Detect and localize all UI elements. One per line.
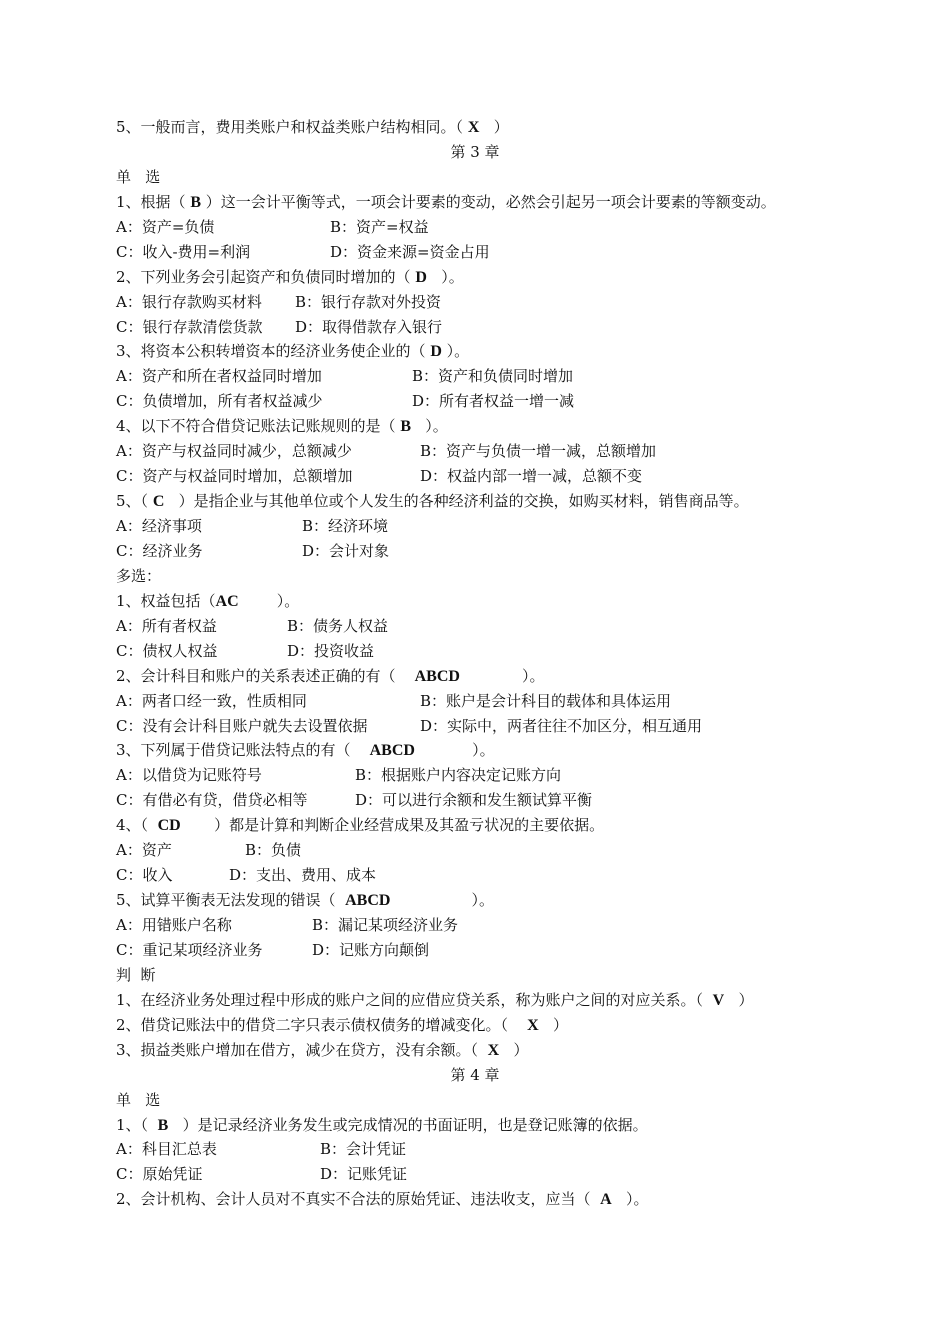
question-text: 2、借贷记账法中的借贷二字只表示债权债务的增减变化。（ xyxy=(116,1015,528,1034)
question-text: 2、下列业务会引起资产和负债同时增加的（ xyxy=(116,267,416,286)
option-left: C：没有会计科目账户就失去设置依据 xyxy=(116,716,368,735)
option-row xyxy=(0,863,950,888)
question-text: ） xyxy=(538,1015,568,1034)
question-line xyxy=(0,1013,950,1038)
option-row xyxy=(0,439,950,464)
option-right: B：资产与负债一增一减，总额增加 xyxy=(420,442,657,461)
answer-mark: X xyxy=(527,1016,539,1034)
option-left: C：原始凭证 xyxy=(116,1165,203,1184)
option-right: D：取得借款存入银行 xyxy=(295,317,443,336)
option-row xyxy=(0,290,950,315)
question-text: ）是记录经济业务发生或完成情况的书面证明，也是登记账簿的依据。 xyxy=(168,1115,648,1134)
option-left: C：资产与权益同时增加，总额增加 xyxy=(116,467,353,486)
question-line xyxy=(0,1113,950,1138)
question-line xyxy=(0,115,950,140)
option-left: C：重记某项经济业务 xyxy=(116,940,263,959)
chapter-heading: 第 4 章 xyxy=(450,1065,500,1084)
option-right: D：实际中，两者往往不加区分，相互通用 xyxy=(420,716,703,735)
section-label: 判 断 xyxy=(116,965,156,984)
question-text: ）。 xyxy=(426,267,464,286)
question-line xyxy=(0,589,950,614)
option-row xyxy=(0,614,950,639)
answer-mark: B xyxy=(400,418,411,436)
chapter-heading: 第 3 章 xyxy=(450,142,500,161)
document-page xyxy=(0,115,950,1212)
question-text: 3、下列属于借贷记账法特点的有（ xyxy=(116,741,370,760)
option-right: D：资金来源=资金占用 xyxy=(330,242,490,261)
option-right: B：负债 xyxy=(245,841,302,860)
option-row xyxy=(0,788,950,813)
answer-mark: D xyxy=(430,343,442,361)
option-right: B：账户是会计科目的载体和具体运用 xyxy=(420,691,672,710)
question-text: ） xyxy=(499,1040,529,1059)
option-left: C：收入 xyxy=(116,866,173,885)
section-label: 单 选 xyxy=(116,1090,161,1109)
question-text: ）。 xyxy=(414,741,495,760)
option-left: A：以借贷为记账符号 xyxy=(116,766,262,785)
option-right: D：支出、费用、成本 xyxy=(229,866,377,885)
option-row xyxy=(0,240,950,265)
answer-mark: AC xyxy=(215,592,239,610)
question-line xyxy=(0,738,950,763)
option-row xyxy=(0,389,950,414)
option-left: A：资产 xyxy=(116,841,172,860)
option-left: A：经济事项 xyxy=(116,517,202,535)
option-row xyxy=(0,763,950,788)
option-left: C：债权人权益 xyxy=(116,641,218,660)
question-line xyxy=(0,190,950,215)
option-row xyxy=(0,1162,950,1187)
question-text: 1、在经济业务处理过程中形成的账户之间的应借应贷关系，称为账户之间的对应关系。（ xyxy=(116,990,713,1009)
question-text: 3、将资本公积转增资本的经济业务使企业的（ xyxy=(116,342,431,361)
answer-mark: B xyxy=(157,1116,169,1134)
option-right: B：漏记某项经济业务 xyxy=(312,916,459,934)
question-line xyxy=(0,265,950,290)
option-right: B：资产和负债同时增加 xyxy=(412,367,574,386)
answer-mark: A xyxy=(600,1191,612,1209)
question-text: 4、（ xyxy=(116,816,158,835)
option-left: A：资产和所在者权益同时增加 xyxy=(116,367,322,386)
option-left: A：银行存款购买材料 xyxy=(116,292,262,311)
option-left: A：用错账户名称 xyxy=(116,916,232,934)
option-row xyxy=(0,838,950,863)
question-text: ）。 xyxy=(611,1190,649,1209)
option-row xyxy=(0,315,950,340)
question-line xyxy=(0,813,950,838)
question-text: 5、（ xyxy=(116,492,153,511)
option-left: C：经济业务 xyxy=(116,541,203,560)
option-row xyxy=(0,689,950,714)
question-text: ）。 xyxy=(238,591,300,610)
question-line xyxy=(0,664,950,689)
question-text: 5、一般而言，费用类账户和权益类账户结构相同。（ xyxy=(116,118,468,136)
answer-mark: X xyxy=(467,119,480,136)
answer-mark: D xyxy=(415,268,427,286)
answer-mark: B xyxy=(190,193,201,211)
question-line xyxy=(0,1038,950,1063)
question-text: ）。 xyxy=(459,666,545,685)
question-text: ） xyxy=(479,118,509,136)
answer-mark: ABCD xyxy=(345,892,391,910)
answer-mark: CD xyxy=(157,817,181,835)
question-text: 1、权益包括（ xyxy=(116,591,216,610)
question-text: 2、会计机构、会计人员对不真实不合法的原始凭证、违法收支，应当（ xyxy=(116,1190,601,1209)
option-right: D：投资收益 xyxy=(287,641,375,660)
option-right: B：银行存款对外投资 xyxy=(295,292,442,311)
option-right: D：所有者权益一增一减 xyxy=(412,392,575,411)
question-line xyxy=(0,489,950,514)
question-line xyxy=(0,414,950,439)
option-right: D：记账凭证 xyxy=(320,1165,408,1184)
question-text: 1、（ xyxy=(116,1115,158,1134)
question-line xyxy=(0,1187,950,1212)
option-left: A：资产=负债 xyxy=(116,217,215,236)
option-right: B：根据账户内容决定记账方向 xyxy=(355,766,562,785)
question-text: 1、根据（ xyxy=(116,192,191,211)
option-row xyxy=(0,1137,950,1162)
option-left: A：两者口经一致，性质相同 xyxy=(116,691,307,710)
section-label: 单 选 xyxy=(116,167,161,186)
option-right: B：债务人权益 xyxy=(287,616,389,635)
question-line xyxy=(0,339,950,364)
question-text: ）。 xyxy=(441,342,470,361)
option-row xyxy=(0,639,950,664)
question-text: ）都是计算和判断企业经营成果及其盈亏状况的主要依据。 xyxy=(180,816,605,835)
option-right: D：记账方向颠倒 xyxy=(312,940,430,959)
question-line xyxy=(0,888,950,913)
option-row xyxy=(0,514,950,539)
option-row xyxy=(0,215,950,240)
answer-mark: ABCD xyxy=(369,742,415,760)
question-text: 4、以下不符合借贷记账法记账规则的是（ xyxy=(116,417,401,436)
section-label: 多选： xyxy=(116,566,162,585)
option-left: C：有借必有贷，借贷必相等 xyxy=(116,791,308,810)
question-text: ）。 xyxy=(411,417,448,436)
answer-mark: V xyxy=(712,991,725,1009)
question-text: 5、试算平衡表无法发现的错误（ xyxy=(116,891,346,910)
answer-mark: ABCD xyxy=(414,667,460,685)
option-left: A：资产与权益同时减少，总额减少 xyxy=(116,442,352,461)
question-text: 3、损益类账户增加在借方，减少在贷方，没有余额。（ xyxy=(116,1040,488,1059)
option-right: D：权益内部一增一减，总额不变 xyxy=(420,467,643,486)
question-text: ）。 xyxy=(390,891,494,910)
option-right: B：会计凭证 xyxy=(320,1140,407,1159)
option-left: C：负债增加，所有者权益减少 xyxy=(116,392,323,411)
option-left: C：银行存款清偿货款 xyxy=(116,317,263,336)
question-text: ）是指企业与其他单位或个人发生的各种经济利益的交换，如购买材料，销售商品等。 xyxy=(164,492,749,511)
option-row xyxy=(0,464,950,489)
option-row xyxy=(0,938,950,963)
option-row xyxy=(0,714,950,739)
question-text: ）这一会计平衡等式，一项会计要素的变动，必然会引起另一项会计要素的等额变动。 xyxy=(200,192,776,211)
answer-mark: C xyxy=(152,493,165,511)
option-right: D：可以进行余额和发生额试算平衡 xyxy=(355,791,593,810)
option-left: A：科目汇总表 xyxy=(116,1140,217,1159)
option-right: B：经济环境 xyxy=(302,517,389,535)
option-row xyxy=(0,539,950,564)
option-left: C：收入-费用=利润 xyxy=(116,242,251,261)
question-text: 2、会计科目和账户的关系表述正确的有（ xyxy=(116,666,415,685)
option-row xyxy=(0,913,950,938)
question-text: ） xyxy=(724,990,754,1009)
answer-mark: X xyxy=(487,1041,500,1059)
option-left: A：所有者权益 xyxy=(116,616,217,635)
option-right: B：资产=权益 xyxy=(330,217,429,236)
option-right: D：会计对象 xyxy=(302,541,390,560)
option-row xyxy=(0,364,950,389)
question-line xyxy=(0,988,950,1013)
